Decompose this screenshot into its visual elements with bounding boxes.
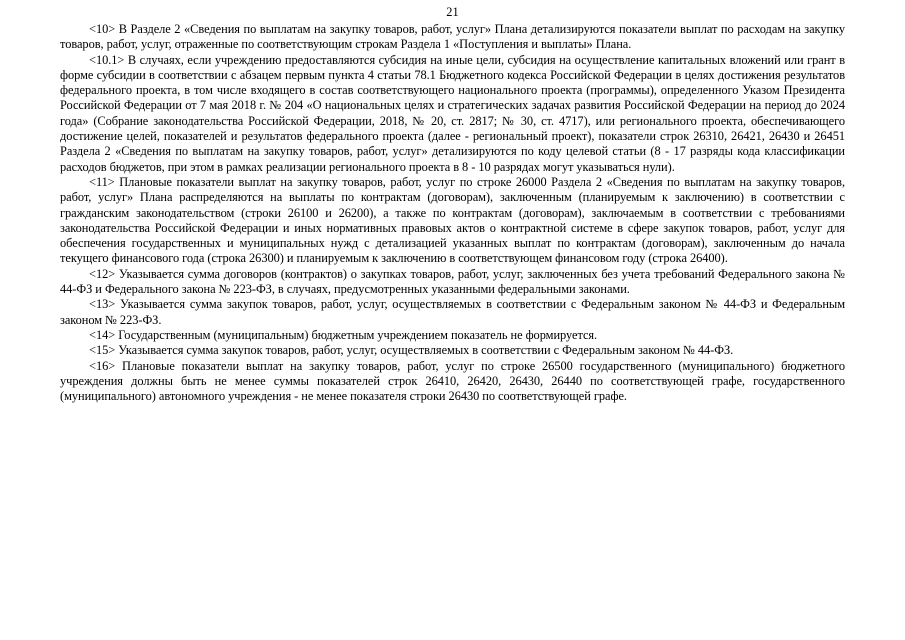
footnote-10-1: <10.1> В случаях, если учреждению предоставляются субсидия на иные цели, субсидия на осуществление капитальных вложений или грант в форме субсидии в соответствии с абзацем первым пункта 4 статьи 78.1 Бюджетного кодекса Российской Федерации в целях достижения результатов федерального проекта, в том числе входящего в состав соответствующего национального проекта (программы), определенного Указом Президента Российской Федерации от 7 мая 2018 г. № 204 «О национальных целях и стратегических задачах развития Российской Федерации на период до 2024 года» (Собрание законодательства Российской Федерации, 2018, № 20, ст. 2817; № 30, ст. 4717), или регионального проекта, обеспечивающего достижение целей, показателей и результатов федерального проекта (далее - региональный проект), показатели строк 26310, 26421, 26430 и 26451 Раздела 2 «Сведения по выплатам на закупку товаров, работ, услуг» детализируются по коду целевой статьи (8 - 17 разряды кода классификации расходов бюджетов, при этом в рамках реализации регионального проекта в 8 - 10 разрядах могут указываться нули). <box>60 52 845 174</box>
footnote-15: <15> Указывается сумма закупок товаров, работ, услуг, осуществляемых в соответствии с Федеральным законом № 44-ФЗ. <box>89 343 734 358</box>
footnotes-section <box>60 22 845 404</box>
footnote-11: <11> Плановые показатели выплат на закупку товаров, работ, услуг по строке 26000 Раздела 2 «Сведения по выплатам на закупку товаров, работ, услуг» Плана распределяются на выплаты по контрактам (договорам), заключенным (планируемым к заключению) в соответствии с гражданским законодательством (строки 26100 и 26200), а также по контрактам (договорам), заключаемым в соответствии с требованиями законодательства Российской Федерации и иных нормативных правовых актов о контрактной системе в сфере закупок товаров, работ, услуг для обеспечения государственных и муниципальных нужд с детализацией указанных выплат по контрактам (договорам), заключенным до начала текущего финансового года (строка 26300) и планируемым к заключению в соответствующем финансовом году (строка 26400). <box>60 174 845 266</box>
footnote-14: <14> Государственным (муниципальным) бюджетным учреждением показатель не формируется. <box>89 327 598 342</box>
footnote-13: <13> Указывается сумма закупок товаров, работ, услуг, осуществляемых в соответствии с Федеральным законом № 44-ФЗ и Федеральным законом № 223-ФЗ. <box>60 297 845 327</box>
footnote-12: <12> Указывается сумма договоров (контрактов) о закупках товаров, работ, услуг, заключенных без учета требований Федерального закона № 44-ФЗ и Федерального закона № 223-ФЗ, в случаях, предусмотренных указанными федеральными законами. <box>60 266 845 297</box>
footnote-10: <10> В Разделе 2 «Сведения по выплатам на закупку товаров, работ, услуг» Плана детализируются показатели выплат по расходам на закупку товаров, работ, услуг, отраженные по соответствующим строкам Раздела 1 «Поступления и выплаты» Плана. <box>60 22 845 52</box>
page-number: 21 <box>446 5 459 19</box>
footnote-16: <16> Плановые показатели выплат на закупку товаров, работ, услуг по строке 26500 государственного (муниципального) бюджетного учреждения должны быть не менее суммы показателей строк 26410, 26420, 26430, 26440 по соответствующей графе, государственного (муниципального) автономного учреждения - не менее показателя строки 26430 по соответствующей графе. <box>60 358 845 404</box>
